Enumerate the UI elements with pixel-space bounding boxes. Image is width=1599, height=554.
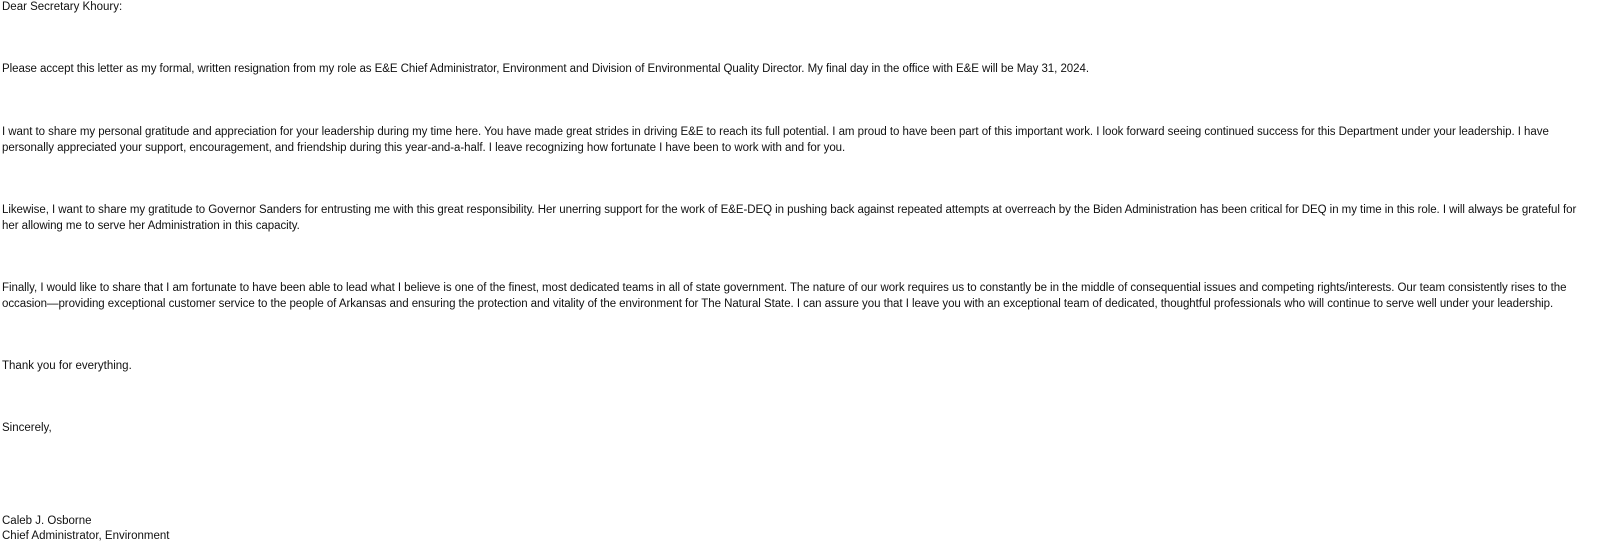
paragraph-thanks: Thank you for everything.: [2, 360, 132, 372]
paragraph-gratitude-governor: Likewise, I want to share my gratitude to Governor Sanders for entrusting me with this great responsibility. Her unerring support for the work of E&E-DEQ in pushing back against repeated attempts at overreach by the Biden Administration has been critical for DEQ in my time in this role. I will always be grateful for her allowing me to serve her Administration in this capacity.: [2, 204, 1577, 232]
paragraph-gratitude-secretary: I want to share my personal gratitude and appreciation for your leadership during my time here. You have made great strides in driving E&E to reach its full potential. I am proud to have been part of this important work. I look forward seeing continued success for this Department under your leadership. I have personally appreciated your support, encouragement, and friendship during this year-and-a-half. I leave recognizing how fortunate I have been to work with and for you.: [2, 126, 1549, 154]
signature-title: Chief Administrator, Environment: [2, 530, 170, 542]
closing: Sincerely,: [2, 422, 52, 434]
paragraph-team: Finally, I would like to share that I am fortunate to have been able to lead what I believe is one of the finest, most dedicated teams in all of state government. The nature of our work requires us to constantly be in the middle of consequential issues and competing rights/interests. Our team consistently rises to the occasion—providing exceptional customer service to the people of Arkansas and ensuring the protection and vitality of the environment for The Natural State. I can assure you that I leave you with an exceptional team of dedicated, thoughtful professionals who will continue to serve well under your leadership.: [2, 282, 1567, 310]
paragraph-resignation: Please accept this letter as my formal, written resignation from my role as E&E Chief Administrator, Environment and Division of Environmental Quality Director. My final day in the office with E&E will be May 31, 2024.: [2, 63, 1089, 75]
signature-name: Caleb J. Osborne: [2, 515, 92, 527]
salutation: Dear Secretary Khoury:: [2, 1, 123, 13]
